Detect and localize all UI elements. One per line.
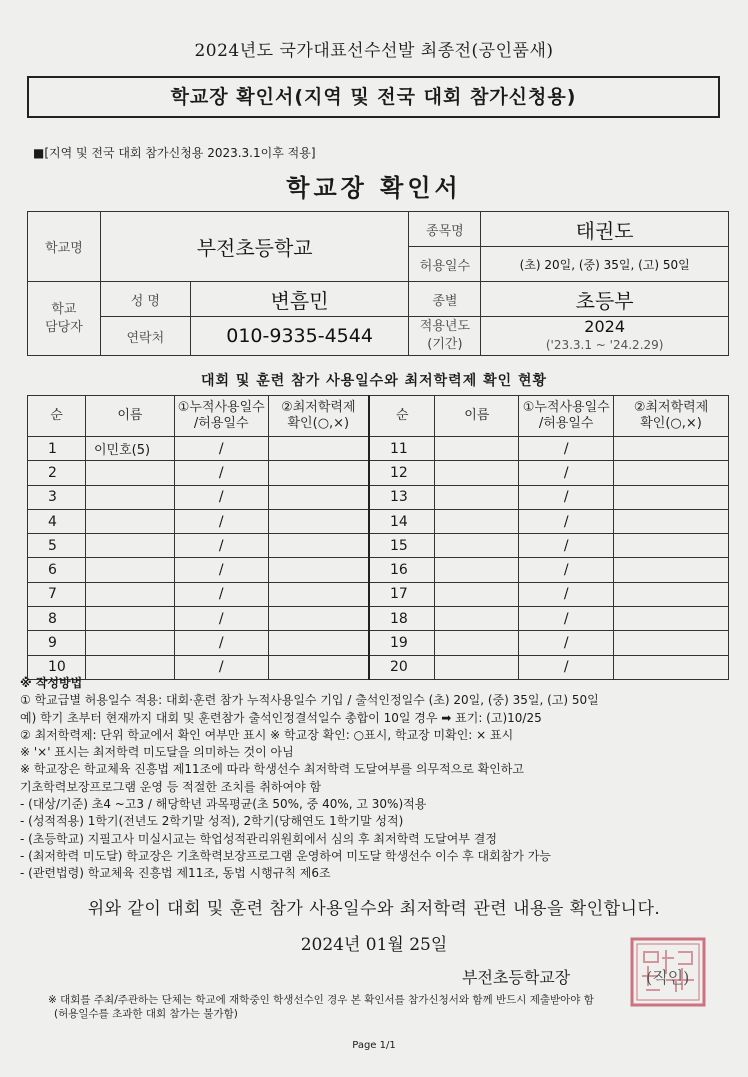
row-number: 15: [369, 534, 435, 558]
student-name: [85, 631, 174, 655]
row-number: 14: [369, 509, 435, 533]
section-title: 대회 및 훈련 참가 사용일수와 최저학력제 확인 현황: [200, 373, 548, 389]
table-row: [28, 534, 729, 558]
row-number: 12: [369, 461, 435, 485]
school-label: 학교명: [28, 212, 101, 282]
row-number: 8: [28, 607, 86, 631]
seal-label: (직인): [646, 968, 690, 987]
min-achievement-check: [614, 582, 729, 606]
year-period: ('23.3.1 ~ '24.2.29): [545, 338, 664, 352]
top-title: 2024년도 국가대표선수선발 최종전(공인품새): [194, 41, 554, 61]
table-row: [28, 607, 729, 631]
row-number: 10: [28, 655, 86, 679]
cumulative-days: /: [174, 607, 268, 631]
note-line: ※ 작성방법: [20, 676, 83, 690]
header-days-line2: /허용일수: [538, 416, 594, 431]
days-value: (초) 20일, (중) 35일, (고) 50일: [481, 247, 729, 282]
footnote-line1: ※ 대회를 주최/주관하는 단체는 학교에 재학중인 학생선수인 경우 본 확인서를 참가신청서와 함께 반드시 제출받아야 함: [48, 994, 594, 1006]
note-line: ※ '×' 표시는 최저학력 미도달을 의미하는 것이 아님: [20, 745, 294, 760]
boxed-title: 학교장 확인서(지역 및 전국 대회 참가신청용): [27, 76, 720, 118]
row-number: 13: [369, 485, 435, 509]
cumulative-days: /: [174, 582, 268, 606]
principal-name: 부전초등학교장: [462, 968, 571, 987]
header-name-left: 이름: [85, 396, 174, 437]
row-number: 3: [28, 485, 86, 509]
note-line: - (최저학력 미도달) 학교장은 기초학력보장프로그램 운영하여 미도달 학생선수 이수 후 대회참가 가능: [20, 848, 551, 863]
document-title: 학교장 확인서: [286, 174, 462, 202]
student-name: 이민호(5): [85, 437, 174, 461]
sport-label: 종목명: [409, 212, 481, 247]
sport-value: 태권도: [481, 212, 729, 247]
table-row: [28, 558, 729, 582]
writing-notes: [20, 675, 730, 883]
cumulative-days: /: [174, 631, 268, 655]
note-line: - (관련법령) 학교체육 진흥법 제11조, 동법 시행규칙 제6조: [20, 866, 331, 881]
row-number: 9: [28, 631, 86, 655]
header-no-left: 순: [28, 396, 86, 437]
year-label-line1: 적용년도: [419, 319, 470, 334]
row-number: 17: [369, 582, 435, 606]
student-name: [435, 558, 519, 582]
min-achievement-check: [268, 631, 369, 655]
row-number: 11: [369, 437, 435, 461]
confirm-statement: 위와 같이 대회 및 훈련 참가 사용일수와 최저학력 관련 내용을 확인합니다.: [87, 899, 661, 919]
cumulative-days: /: [519, 655, 614, 679]
header-days-line1: ①누적사용일수: [177, 400, 265, 415]
school-value: 부전초등학교: [100, 212, 409, 282]
student-name: [435, 485, 519, 509]
division-value: 초등부: [481, 282, 729, 317]
cumulative-days: /: [174, 534, 268, 558]
cumulative-days: /: [174, 558, 268, 582]
days-label: 허용일수: [409, 247, 481, 282]
student-name: [85, 485, 174, 509]
student-name: [435, 509, 519, 533]
contact-label: 연락처: [100, 317, 190, 356]
cumulative-days: /: [519, 534, 614, 558]
cumulative-days: /: [174, 437, 268, 461]
table-row: [28, 461, 729, 485]
table-row: [28, 631, 729, 655]
min-achievement-check: [614, 631, 729, 655]
header-no-right: 순: [369, 396, 435, 437]
year-label-line2: (기간): [427, 337, 463, 352]
header-days-line1: ①누적사용일수: [522, 400, 610, 415]
signature-date: 2024년 01월 25일: [300, 935, 448, 955]
min-achievement-check: [614, 461, 729, 485]
min-achievement-check: [614, 558, 729, 582]
footnote: [48, 993, 718, 1021]
page-number: Page 1/1: [352, 1040, 396, 1051]
row-number: 19: [369, 631, 435, 655]
student-name: [435, 607, 519, 631]
staff-label-line2: 담당자: [45, 319, 83, 335]
row-number: 18: [369, 607, 435, 631]
student-name: [435, 631, 519, 655]
note-line: ① 학교급별 허용일수 적용: 대회·훈련 참가 누적사용일수 기입 / 출석인정일수 (초) 20일, (중) 35일, (고) 50일: [20, 693, 599, 708]
year-cell: [481, 317, 729, 356]
staff-label: [28, 282, 101, 356]
header-min-right: [614, 396, 729, 437]
school-info-table: [27, 211, 729, 356]
cumulative-days: /: [519, 461, 614, 485]
row-number: 20: [369, 655, 435, 679]
min-achievement-check: [614, 534, 729, 558]
min-achievement-check: [268, 607, 369, 631]
row-number: 1: [28, 437, 86, 461]
cumulative-days: /: [174, 655, 268, 679]
row-number: 7: [28, 582, 86, 606]
table-row: [28, 509, 729, 533]
row-number: 5: [28, 534, 86, 558]
header-days-left: [174, 396, 268, 437]
staff-label-line1: 학교: [51, 301, 77, 317]
cumulative-days: /: [519, 631, 614, 655]
table-row: [28, 582, 729, 606]
note-line: ② 최저학력제: 단위 학교에서 확인 여부만 표시 ※ 학교장 확인: ○표시, 학교장 미확인: × 표시: [20, 727, 514, 742]
cumulative-days: /: [519, 582, 614, 606]
student-name: [435, 534, 519, 558]
cumulative-days: /: [174, 509, 268, 533]
row-number: 6: [28, 558, 86, 582]
min-achievement-check: [268, 485, 369, 509]
note-line: - (대상/기준) 초4 ~고3 / 해당학년 과목평균(초 50%, 중 40%, 고 30%)적용: [20, 797, 427, 812]
cumulative-days: /: [519, 437, 614, 461]
cumulative-days: /: [519, 485, 614, 509]
min-achievement-check: [614, 509, 729, 533]
min-achievement-check: [268, 558, 369, 582]
cumulative-days: /: [174, 485, 268, 509]
min-achievement-check: [614, 437, 729, 461]
student-name: [85, 607, 174, 631]
name-value: 변흠민: [190, 282, 409, 317]
student-name: [435, 461, 519, 485]
table-row: [28, 485, 729, 509]
header-days-right: [519, 396, 614, 437]
row-number: 16: [369, 558, 435, 582]
header-min-line1: ②최저학력제: [281, 400, 356, 415]
cumulative-days: /: [519, 607, 614, 631]
header-min-line2: 확인(○,×): [287, 416, 350, 431]
row-number: 4: [28, 509, 86, 533]
min-achievement-check: [268, 437, 369, 461]
note-line: 예) 학기 초부터 현재까지 대회 및 훈련참가 출석인정결석일수 총합이 10일 경우 ➡ 표기: (고)10/25: [20, 710, 542, 725]
header-name-right: 이름: [435, 396, 519, 437]
min-achievement-check: [268, 582, 369, 606]
header-days-line2: /허용일수: [193, 416, 249, 431]
footnote-line2: (허용일수를 초과한 대회 참가는 불가함): [54, 1008, 238, 1020]
min-achievement-check: [268, 509, 369, 533]
student-name: [435, 582, 519, 606]
student-name: [85, 509, 174, 533]
table-row: [28, 437, 729, 461]
student-name: [85, 558, 174, 582]
min-achievement-check: [268, 461, 369, 485]
note-line: ※ 학교장은 학교체육 진흥법 제11조에 따라 학생선수 최저학력 도달여부를 의무적으로 확인하고: [20, 762, 524, 777]
cumulative-days: /: [519, 509, 614, 533]
year-value: 2024: [584, 317, 626, 336]
min-achievement-check: [614, 607, 729, 631]
division-label: 종별: [409, 282, 481, 317]
cumulative-days: /: [174, 461, 268, 485]
student-name: [85, 461, 174, 485]
participation-grid: [27, 395, 729, 680]
name-label: 성 명: [100, 282, 190, 317]
min-achievement-check: [614, 485, 729, 509]
note-line: - (성적적용) 1학기(전년도 2학기말 성적), 2학기(당해연도 1학기말 성적): [20, 814, 404, 829]
note-line: 기초학력보장프로그램 운영 등 적절한 조치를 취하여야 함: [20, 779, 322, 794]
student-name: [435, 437, 519, 461]
header-min-line1: ②최저학력제: [633, 400, 709, 415]
header-min-left: [268, 396, 369, 437]
note-line: - (초등학교) 지필고사 미실시교는 학업성적관리위원회에서 심의 후 최저학력 도달여부 결정: [20, 831, 497, 846]
year-label: [409, 317, 481, 356]
apply-note: ■[지역 및 전국 대회 참가신청용 2023.3.1이후 적용]: [33, 146, 316, 160]
contact-value: 010-9335-4544: [190, 317, 409, 356]
header-min-line2: 확인(○,×): [640, 416, 702, 431]
student-name: [85, 534, 174, 558]
row-number: 2: [28, 461, 86, 485]
cumulative-days: /: [519, 558, 614, 582]
min-achievement-check: [268, 534, 369, 558]
student-name: [85, 582, 174, 606]
